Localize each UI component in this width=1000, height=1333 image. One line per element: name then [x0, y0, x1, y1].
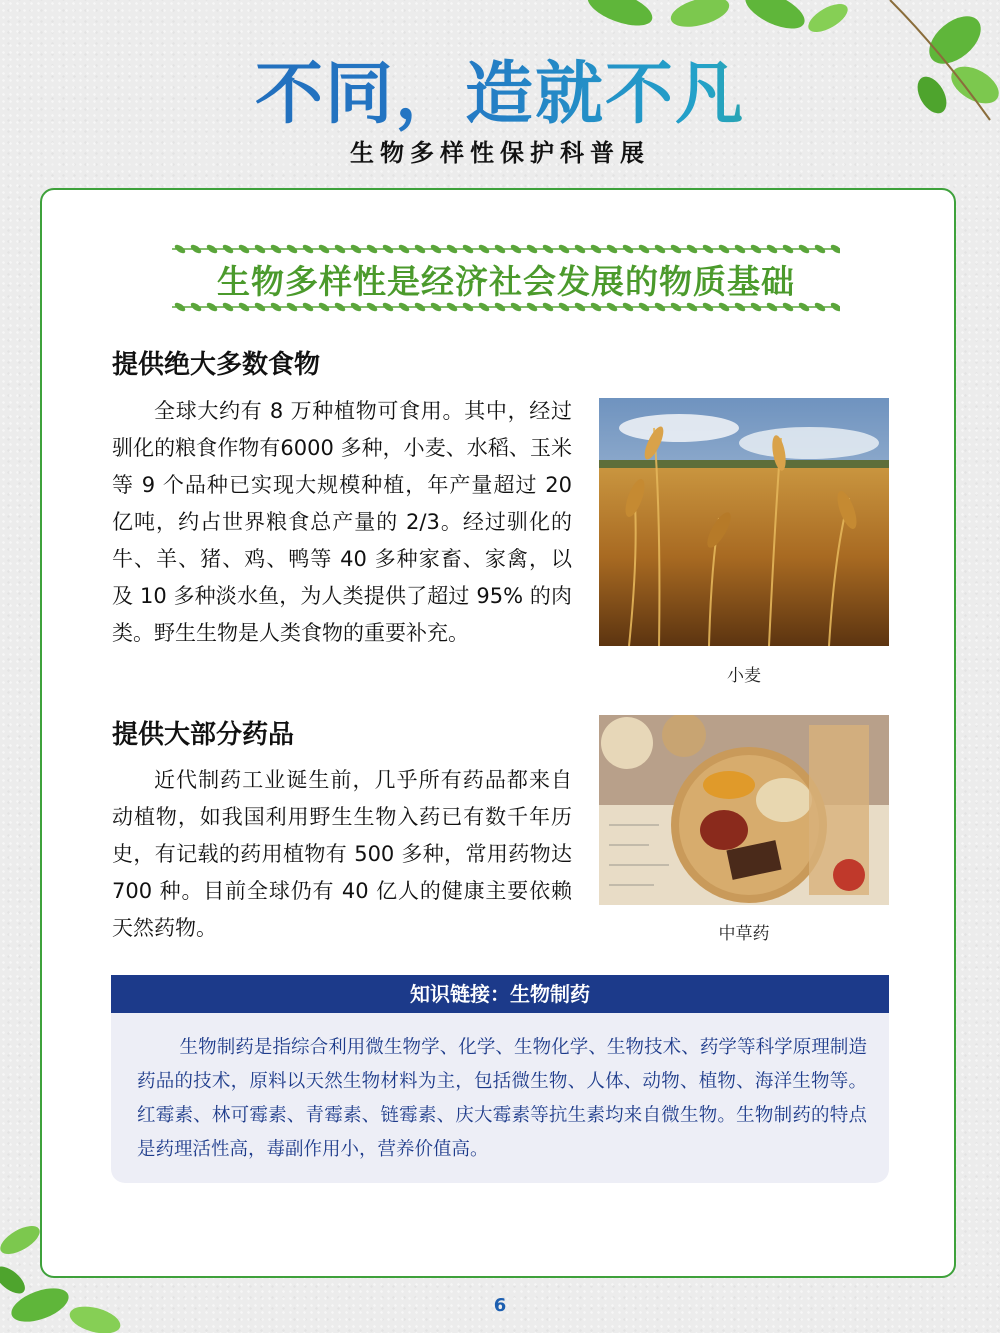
- medicine-heading: 提供大部分药品: [112, 720, 295, 750]
- vine-icon: [172, 242, 840, 256]
- food-heading: 提供绝大多数食物: [112, 350, 321, 380]
- page-subtitle: 生物多样性保护科普展: [350, 139, 650, 167]
- page-number: 6: [493, 1295, 507, 1316]
- food-paragraph: 全球大约有 8 万种植物可食用。其中，经过驯化的粮食作物有6000 多种，小麦、水稻、玉米等 9 个品种已实现大规模种植，年产量超过 20 亿吨，约占世界粮食总产量的 2/3。经过驯化的牛、羊、猪、鸡、鸭等 40 多种家畜、家禽，以及 10 多种淡水鱼，为人类提供了超过 95% 的肉类。野生生物是人类食物的重要补充。: [112, 399, 572, 645]
- herbs-photo: [599, 715, 889, 905]
- herbs-caption: 中草药: [718, 924, 770, 944]
- medicine-paragraph: 近代制药工业诞生前，几乎所有药品都来自动植物，如我国利用野生生物入药已有数千年历史，有记载的药用植物有 500 多种，常用药物达 700 种。目前全球仍有 40 亿人的健康主要依赖天然药物。: [112, 768, 572, 940]
- section-title: 生物多样性是经济社会发展的物质基础: [217, 262, 795, 301]
- wheat-photo: [599, 398, 889, 646]
- section-banner: [172, 242, 840, 314]
- knowledge-title: 知识链接：生物制药: [111, 975, 889, 1013]
- knowledge-text: 生物制药是指综合利用微生物学、化学、生物化学、生物技术、药学等科学原理制造药品的技术，原料以天然生物材料为主，包括微生物、人体、动物、植物、海洋生物等。红霉素、林可霉素、青霉素、链霉素、庆大霉素等抗生素均来自微生物。生物制药的特点是药理活性高，毒副作用小，营养价值高。: [137, 1037, 867, 1160]
- vine-icon: [172, 300, 840, 314]
- knowledge-box: [111, 975, 889, 1183]
- page-title: 不同，造就不凡: [0, 40, 1000, 137]
- wheat-caption: 小麦: [727, 666, 761, 686]
